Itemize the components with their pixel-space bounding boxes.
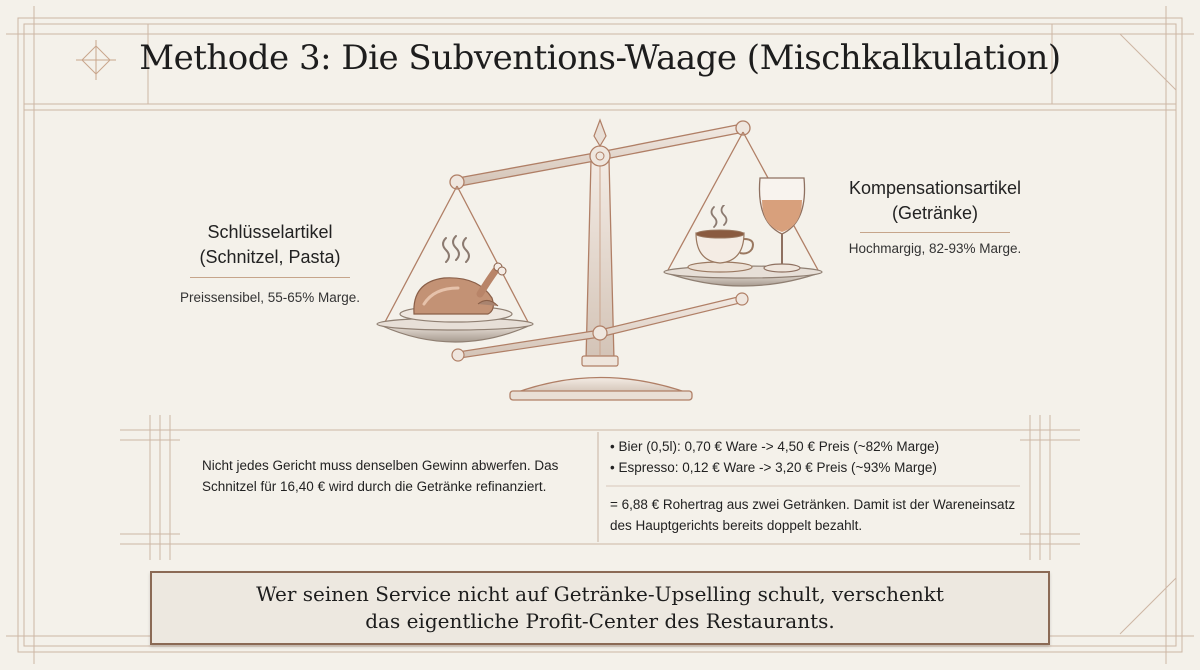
callout-box <box>150 571 1050 645</box>
right-block-subtitle: Hochmargig, 82-93% Marge. <box>848 241 1022 256</box>
page-title: Methode 3: Die Subventions-Waage (Mischkalkulation) <box>139 38 1061 78</box>
right-block-title <box>810 176 1060 226</box>
right-title-line1: Kompensationsartikel <box>848 178 1022 198</box>
panel-left-text: Nicht jedes Gericht muss denselben Gewinn abwerfen. Das Schnitzel für 16,40 € wird durch die Getränke refinanziert. <box>202 458 559 494</box>
left-title-line2: (Schnitzel, Pasta) <box>199 247 341 267</box>
callout-line1: Wer seinen Service nicht auf Getränke-Upselling schult, verschenkt <box>256 582 944 606</box>
coffee-cup-icon <box>686 205 762 273</box>
right-title-line2: (Getränke) <box>891 203 979 223</box>
right-block-divider <box>860 232 1010 233</box>
panel-bullet-list <box>610 436 1030 478</box>
left-title-line1: Schlüsselartikel <box>207 222 333 242</box>
list-item: • Bier (0,5l): 0,70 € Ware -> 4,50 € Preis (~82% Marge) <box>610 439 940 454</box>
roast-chicken-icon <box>398 234 518 326</box>
panel-sum-text: = 6,88 € Rohertrag aus zwei Getränken. Damit ist der Wareneinsatz des Hauptgerichts bereits doppelt bezahlt. <box>610 497 1016 533</box>
list-item: • Espresso: 0,12 € Ware -> 3,20 € Preis (~93% Marge) <box>610 460 937 475</box>
wine-glass-icon <box>754 176 810 274</box>
left-block-divider <box>190 277 350 278</box>
callout-line2: das eigentliche Profit-Center des Restaurants. <box>365 609 835 633</box>
left-block-title <box>155 220 385 270</box>
left-block-subtitle: Preissensibel, 55-65% Marge. <box>179 290 361 305</box>
